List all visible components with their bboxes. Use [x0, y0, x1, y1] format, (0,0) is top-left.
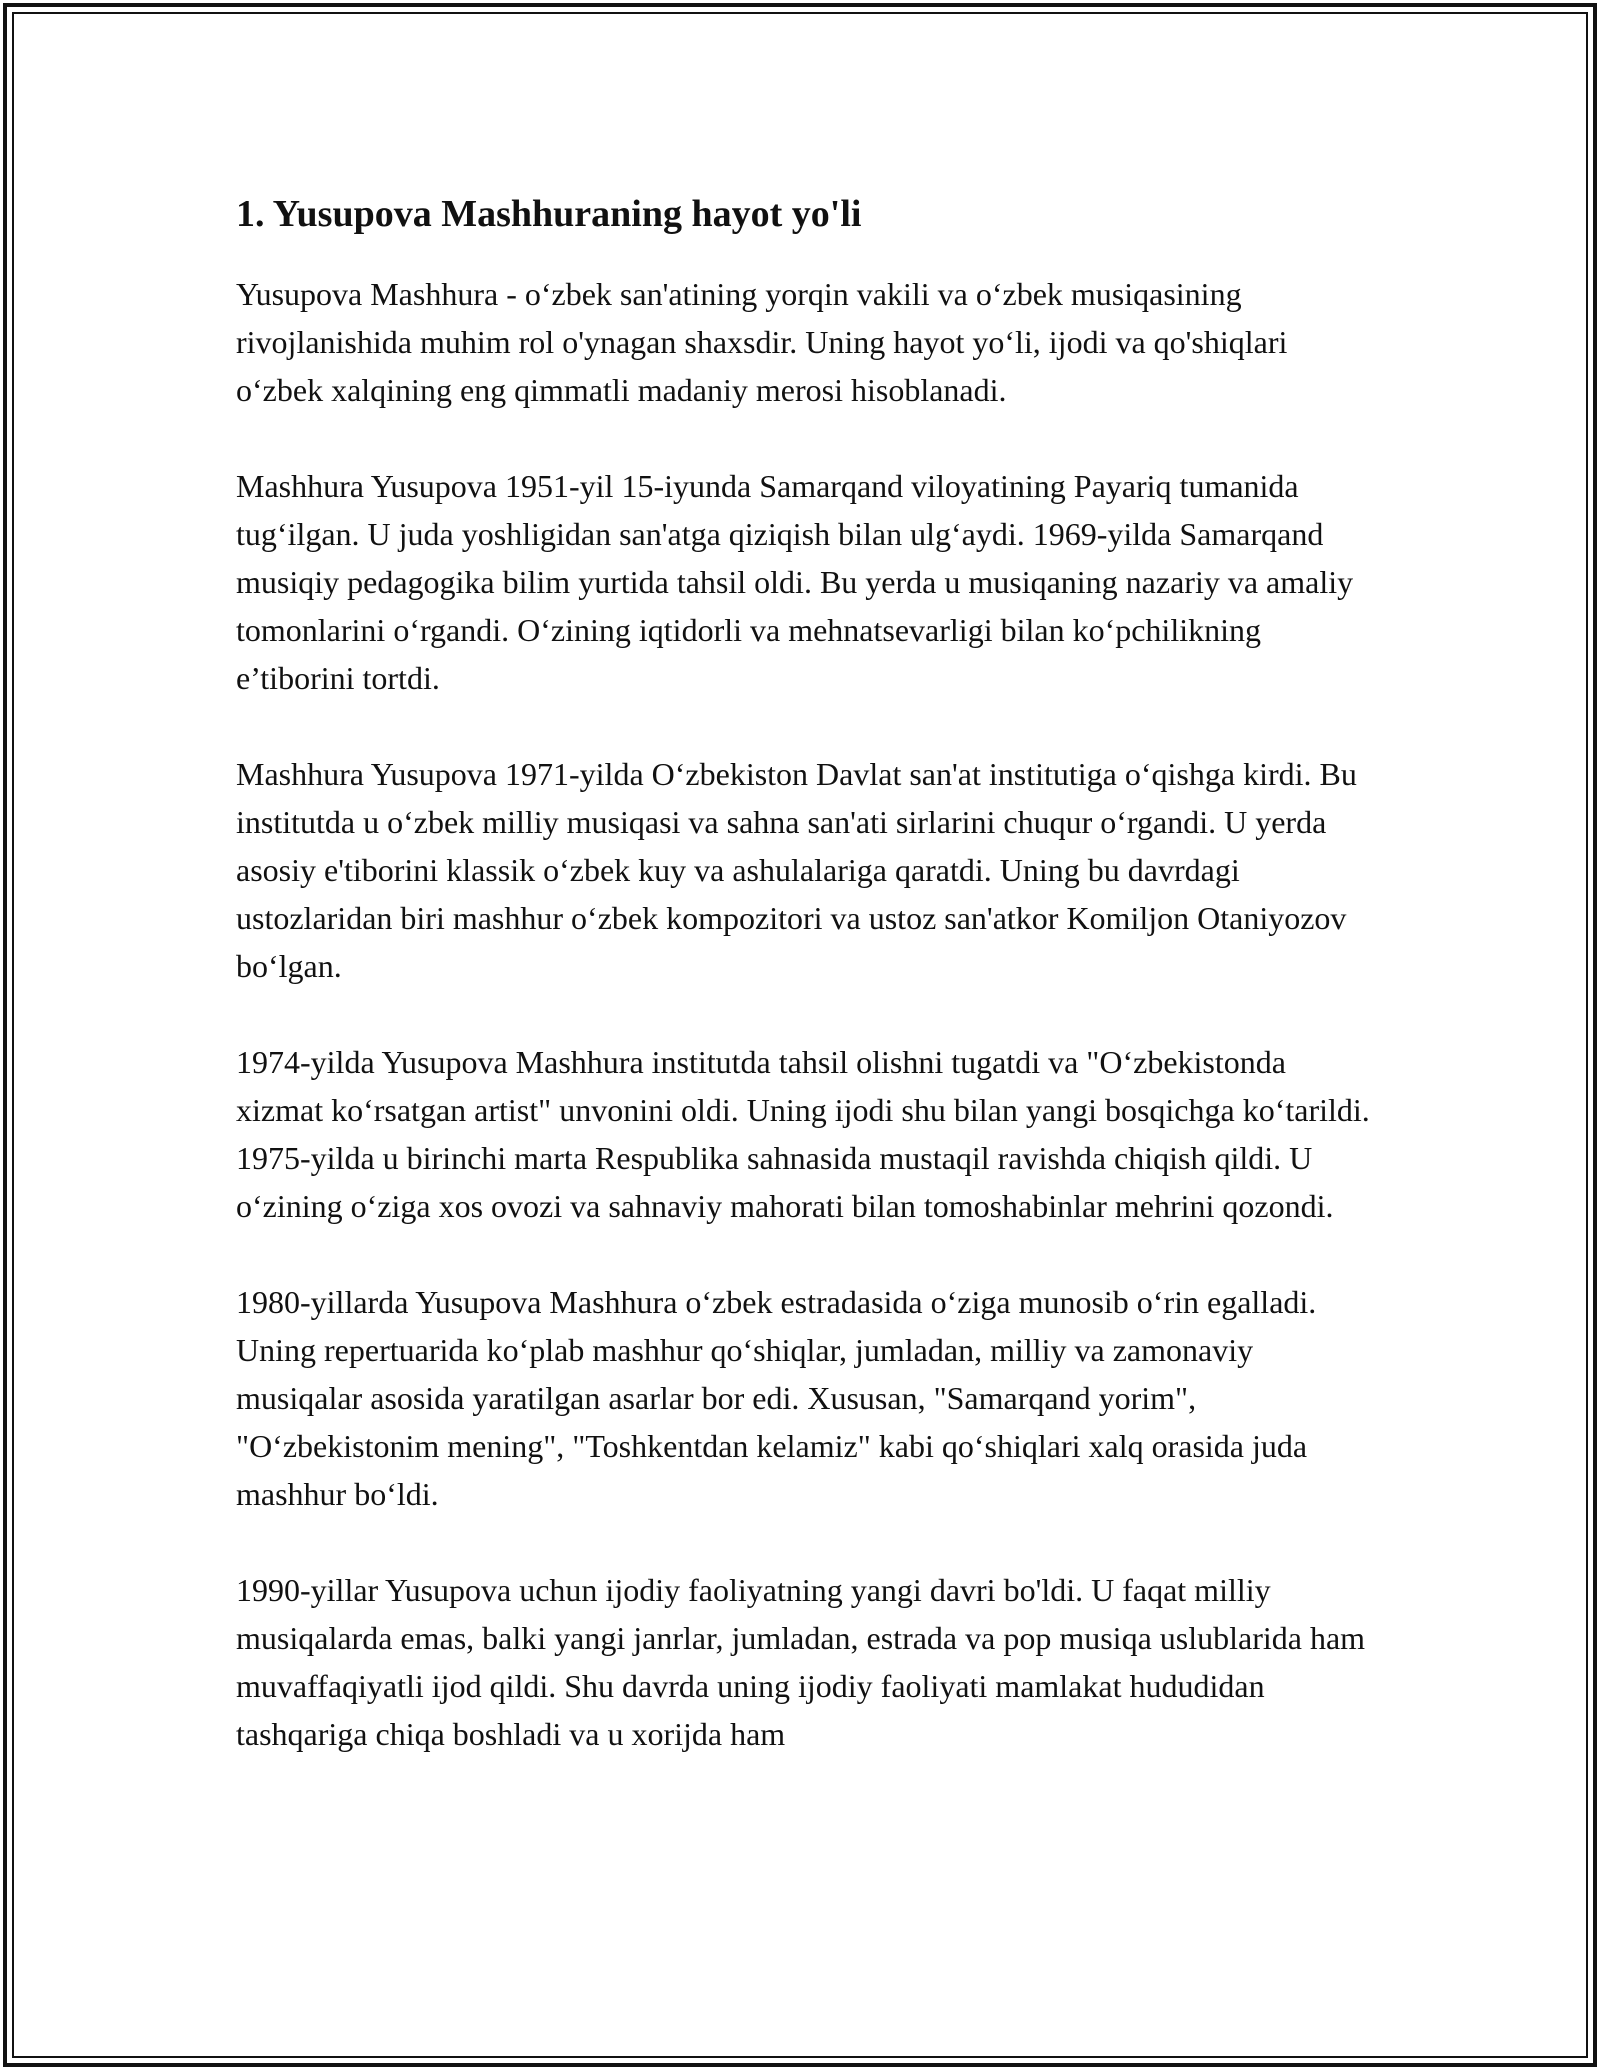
- paragraph-early-life: Mashhura Yusupova 1951-yil 15-iyunda Samarqand viloyatining Payariq tumanida tug‘ilgan. U juda yoshligidan san'atga qiziqish bilan ulg‘aydi. 1969-yilda Samarqand musiqiy pedagogika bilim yurtida tahsil oldi. Bu yerda u musiqaning nazariy va amaliy tomonlarini o‘rgandi. O‘zining iqtidorli va mehnatsevarligi bilan ko‘pchilikning e’tiborini tortdi.: [236, 468, 1354, 696]
- paragraph-graduation: 1974-yilda Yusupova Mashhura institutda tahsil olishni tugatdi va "O‘zbekistonda xizmat ko‘rsatgan artist" unvonini oldi. Uning ijodi shu bilan yangi bosqichga ko‘tarildi. 1975-yilda u birinchi marta Respublika sahnasida mustaqil ravishda chiqish qildi. U o‘zining o‘ziga xos ovozi va sahnaviy mahorati bilan tomoshabinlar mehrini qozondi.: [236, 1044, 1370, 1224]
- paragraph-1980s: 1980-yillarda Yusupova Mashhura o‘zbek estradasida o‘ziga munosib o‘rin egalladi. Uning repertuarida ko‘plab mashhur qo‘shiqlar, jumladan, milliy va zamonaviy musiqalar asosida yaratilgan asarlar bor edi. Xususan, "Samarqand yorim", "O‘zbekistonim mening", "Toshkentdan kelamiz" kabi qo‘shiqlari xalq orasida juda mashhur bo‘ldi.: [236, 1284, 1317, 1512]
- section-heading: 1. Yusupova Mashhuraning hayot yo'li: [236, 193, 862, 235]
- paragraph-intro: Yusupova Mashhura - o‘zbek san'atining yorqin vakili va o‘zbek musiqasining rivojlanishida muhim rol o'ynagan shaxsdir. Uning hayot yo‘li, ijodi va qo'shiqlari o‘zbek xalqining eng qimmatli madaniy merosi hisoblanadi.: [236, 276, 1288, 408]
- paragraph-1990s: 1990-yillar Yusupova uchun ijodiy faoliyatning yangi davri bo'ldi. U faqat milliy musiqalarda emas, balki yangi janrlar, jumladan, estrada va pop musiqa uslublarida ham muvaffaqiyatli ijod qildi. Shu davrda uning ijodiy faoliyati mamlakat hududidan tashqariga chiqa boshladi va u xorijda ham: [236, 1572, 1366, 1752]
- document-body: [236, 186, 1376, 1806]
- paragraph-institute: Mashhura Yusupova 1971-yilda O‘zbekiston Davlat san'at institutiga o‘qishga kirdi. Bu institutda u o‘zbek milliy musiqasi va sahna san'ati sirlarini chuqur o‘rgandi. U yerda asosiy e'tiborini klassik o‘zbek kuy va ashulalariga qaratdi. Uning bu davrdagi ustozlaridan biri mashhur o‘zbek kompozitori va ustoz san'atkor Komiljon Otaniyozov bo‘lgan.: [236, 756, 1357, 984]
